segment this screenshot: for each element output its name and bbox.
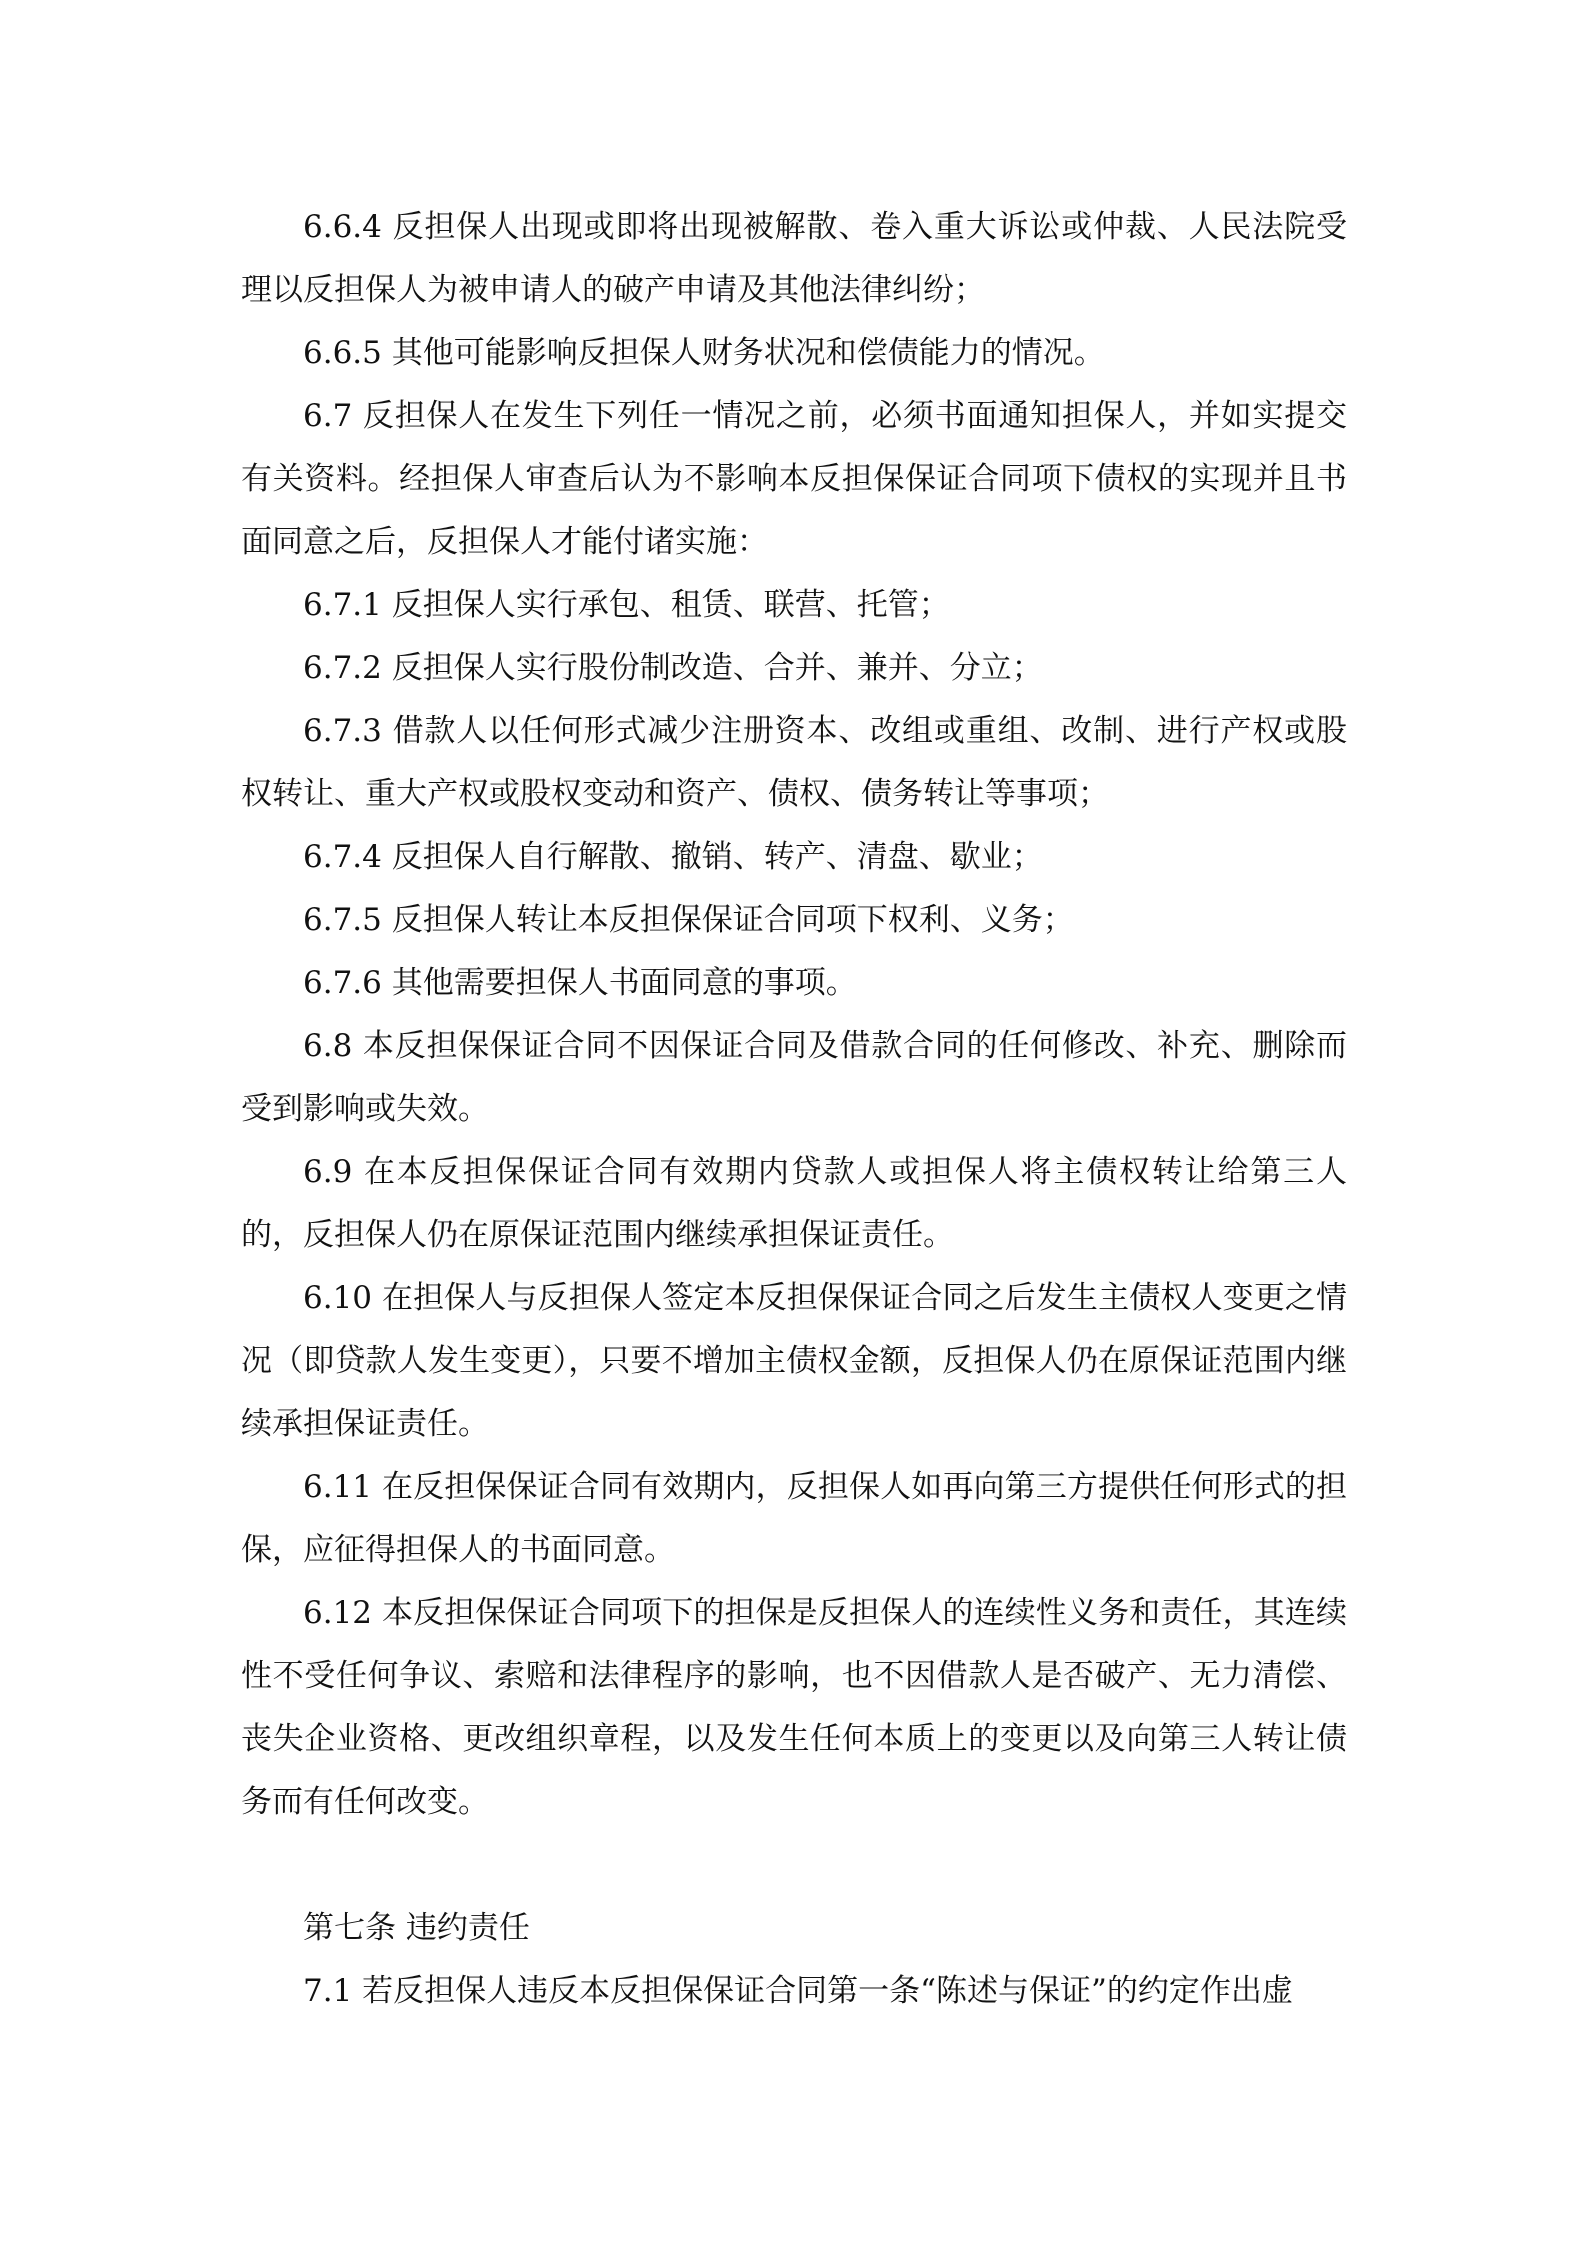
clause-6-6-5: 6.6.5 其他可能影响反担保人财务状况和偿债能力的情况。 [303, 335, 1105, 371]
document-body [241, 196, 1347, 2023]
section-heading-article-7: 第七条 违约责任 [303, 1910, 530, 1946]
clause-7-1: 7.1 若反担保人违反本反担保保证合同第一条“陈述与保证”的约定作出虚 [303, 1973, 1293, 2009]
clause-6-10: 6.10 在担保人与反担保人签定本反担保保证合同之后发生主债权人变更之情况（即贷款人发生变更），只要不增加主债权金额，反担保人仍在原保证范围内继续承担保证责任。 [241, 1280, 1347, 1442]
clause-6-7-3: 6.7.3 借款人以任何形式减少注册资本、改组或重组、改制、进行产权或股权转让、重大产权或股权变动和资产、债权、债务转让等事项； [241, 713, 1347, 812]
clause-6-6-4: 6.6.4 反担保人出现或即将出现被解散、卷入重大诉讼或仲裁、人民法院受理以反担保人为被申请人的破产申请及其他法律纠纷； [241, 209, 1347, 308]
clause-6-9: 6.9 在本反担保保证合同有效期内贷款人或担保人将主债权转让给第三人的，反担保人仍在原保证范围内继续承担保证责任。 [241, 1154, 1347, 1253]
clause-6-7-6: 6.7.6 其他需要担保人书面同意的事项。 [303, 965, 857, 1001]
clause-6-7: 6.7 反担保人在发生下列任一情况之前，必须书面通知担保人，并如实提交有关资料。经担保人审查后认为不影响本反担保保证合同项下债权的实现并且书面同意之后，反担保人才能付诸实施： [241, 398, 1347, 560]
clause-6-7-4: 6.7.4 反担保人自行解散、撤销、转产、清盘、歇业； [303, 839, 1043, 875]
section-spacer [241, 1834, 1347, 1897]
clause-6-12: 6.12 本反担保保证合同项下的担保是反担保人的连续性义务和责任，其连续性不受任何争议、索赔和法律程序的影响，也不因借款人是否破产、无力清偿、丧失企业资格、更改组织章程，以及发生任何本质上的变更以及向第三人转让债务而有任何改变。 [241, 1595, 1347, 1820]
clause-6-8: 6.8 本反担保保证合同不因保证合同及借款合同的任何修改、补充、删除而受到影响或失效。 [241, 1028, 1347, 1127]
clause-6-7-2: 6.7.2 反担保人实行股份制改造、合并、兼并、分立； [303, 650, 1043, 686]
clause-6-7-1: 6.7.1 反担保人实行承包、租赁、联营、托管； [303, 587, 950, 623]
clause-6-11: 6.11 在反担保保证合同有效期内，反担保人如再向第三方提供任何形式的担保，应征得担保人的书面同意。 [241, 1469, 1347, 1568]
clause-6-7-5: 6.7.5 反担保人转让本反担保保证合同项下权利、义务； [303, 902, 1074, 938]
